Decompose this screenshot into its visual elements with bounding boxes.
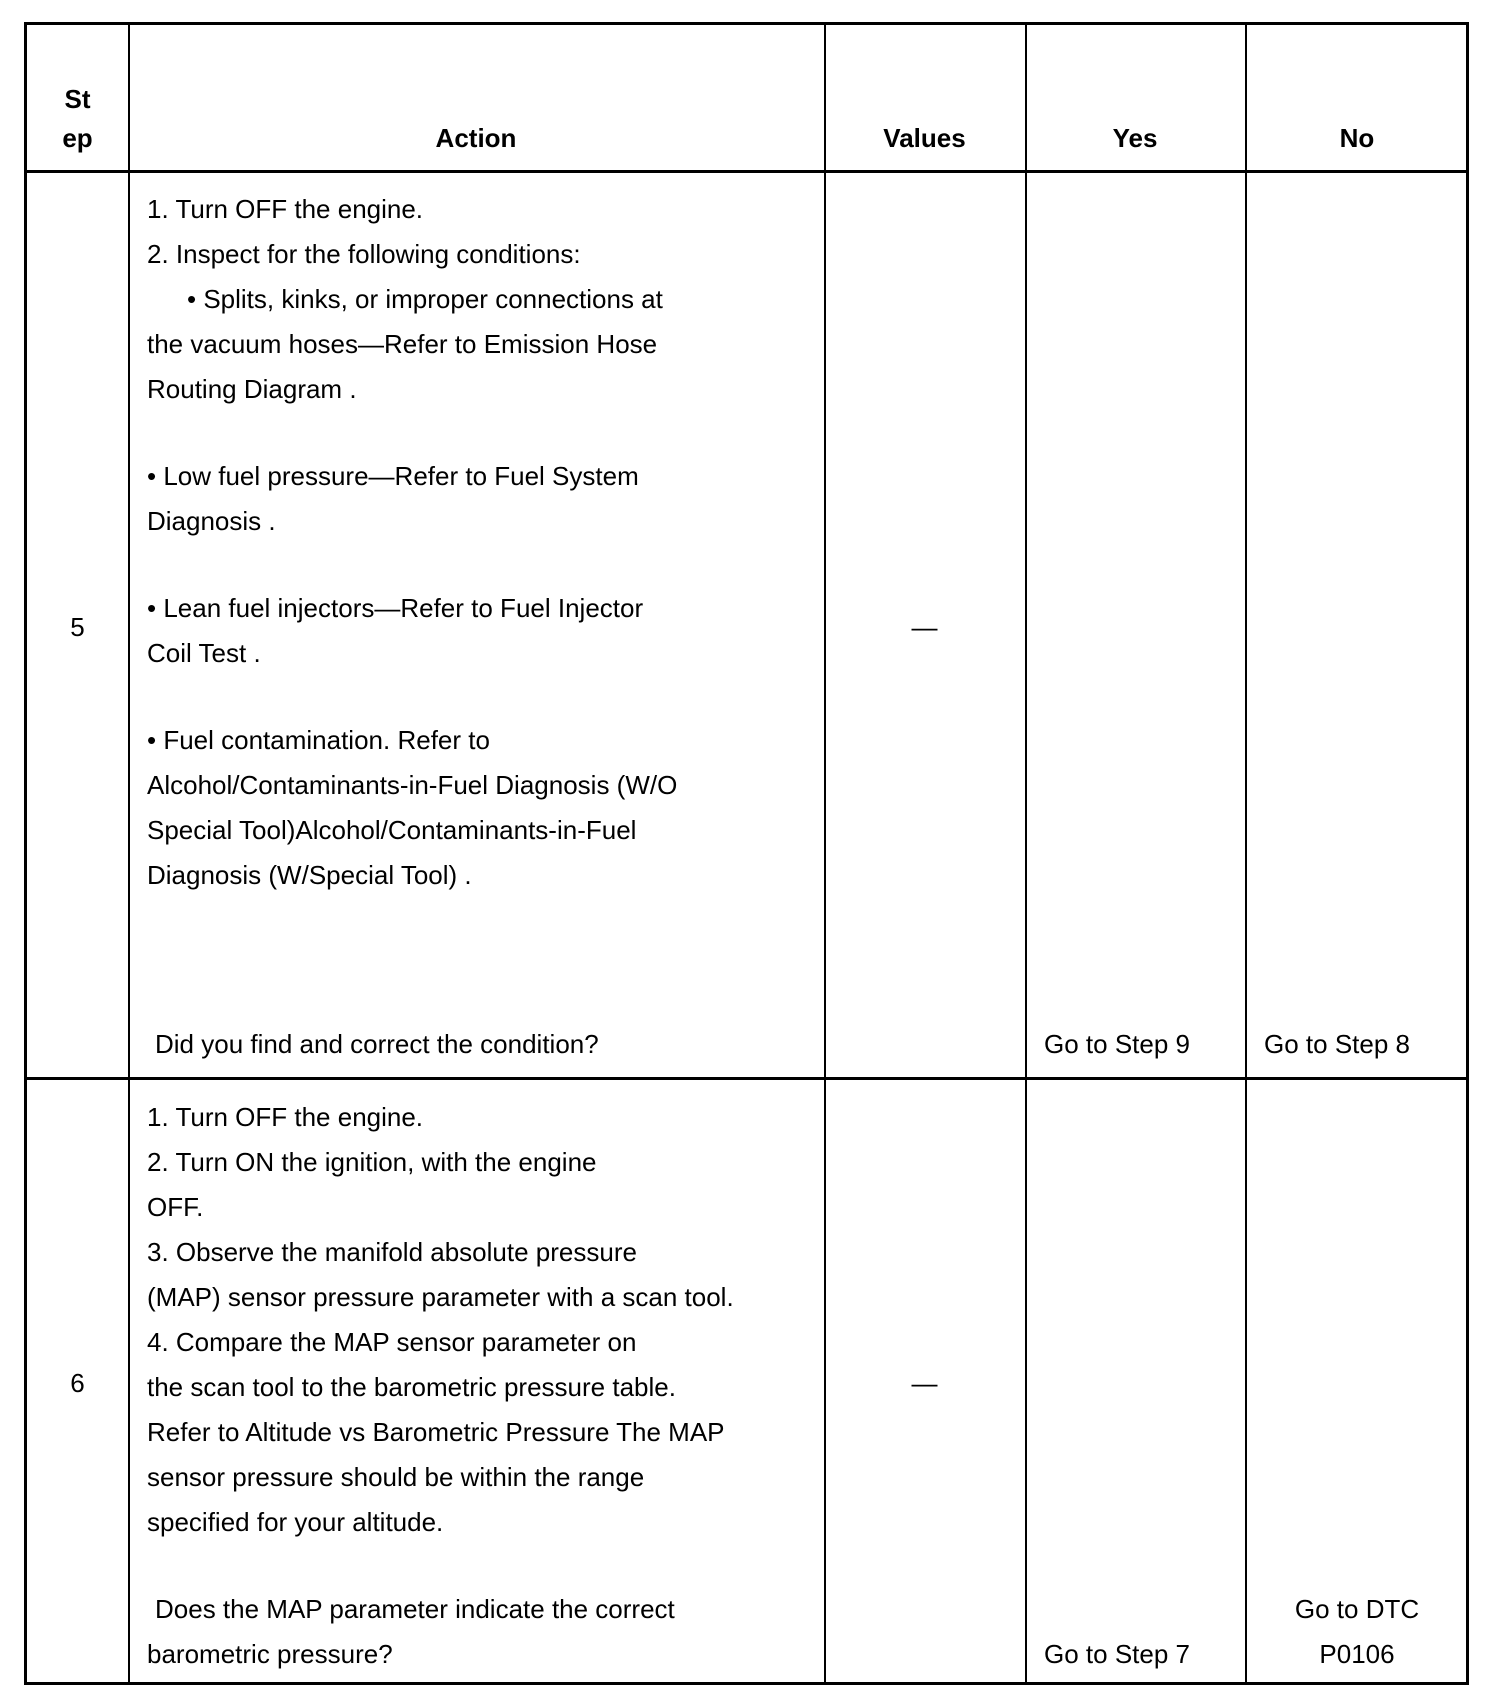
no-cell: Go to DTC [1294, 1594, 1420, 1624]
action-line: the scan tool to the barometric pressure table. [147, 1372, 676, 1402]
step-number: 5 [70, 612, 85, 642]
action-line: • Fuel contamination. Refer to [147, 725, 490, 755]
column-divider [1245, 25, 1247, 1682]
action-question: barometric pressure? [147, 1639, 393, 1669]
action-line: Coil Test . [147, 638, 261, 668]
action-line: the vacuum hoses—Refer to Emission Hose [147, 329, 658, 359]
row-divider [27, 1077, 1466, 1080]
action-question: Does the MAP parameter indicate the correct [155, 1594, 675, 1624]
no-cell: P0106 [1319, 1639, 1395, 1669]
column-divider [1025, 25, 1027, 1682]
action-line: (MAP) sensor pressure parameter with a scan tool. [147, 1282, 734, 1312]
action-line: • Low fuel pressure—Refer to Fuel System [147, 461, 639, 491]
yes-cell: Go to Step 7 [1044, 1639, 1190, 1669]
action-line: Alcohol/Contaminants-in-Fuel Diagnosis (W/O [147, 770, 678, 800]
action-line: specified for your altitude. [147, 1507, 444, 1537]
action-line: • Splits, kinks, or improper connections at [187, 284, 663, 314]
action-line: 2. Inspect for the following conditions: [147, 239, 581, 269]
header-yes: Yes [1112, 123, 1158, 153]
action-line: 1. Turn OFF the engine. [147, 194, 424, 224]
diagnostic-table [24, 22, 1469, 1685]
value-cell: — [911, 612, 938, 642]
step-number: 6 [70, 1368, 85, 1398]
header-no: No [1339, 123, 1375, 153]
column-divider [128, 25, 130, 1682]
action-line: Routing Diagram . [147, 374, 357, 404]
header-action: Action [435, 123, 517, 153]
action-line: Diagnosis (W/Special Tool) . [147, 860, 472, 890]
action-line: Diagnosis . [147, 506, 276, 536]
action-line: 4. Compare the MAP sensor parameter on [147, 1327, 637, 1357]
action-line: Refer to Altitude vs Barometric Pressure The MAP [147, 1417, 725, 1447]
action-line: OFF. [147, 1192, 204, 1222]
action-line: 2. Turn ON the ignition, with the engine [147, 1147, 597, 1177]
action-line: 3. Observe the manifold absolute pressure [147, 1237, 637, 1267]
value-cell: — [911, 1368, 938, 1398]
yes-cell: Go to Step 9 [1044, 1029, 1190, 1059]
action-line: • Lean fuel injectors—Refer to Fuel Injector [147, 593, 644, 623]
action-line: 1. Turn OFF the engine. [147, 1102, 424, 1132]
header-values: Values [883, 123, 966, 153]
column-divider [824, 25, 826, 1682]
no-cell: Go to Step 8 [1264, 1029, 1410, 1059]
action-question: Did you find and correct the condition? [155, 1029, 599, 1059]
row-divider [27, 170, 1466, 173]
action-line: sensor pressure should be within the range [147, 1462, 645, 1492]
header-step: St ep [62, 84, 93, 153]
action-line: Special Tool)Alcohol/Contaminants-in-Fuel [147, 815, 637, 845]
